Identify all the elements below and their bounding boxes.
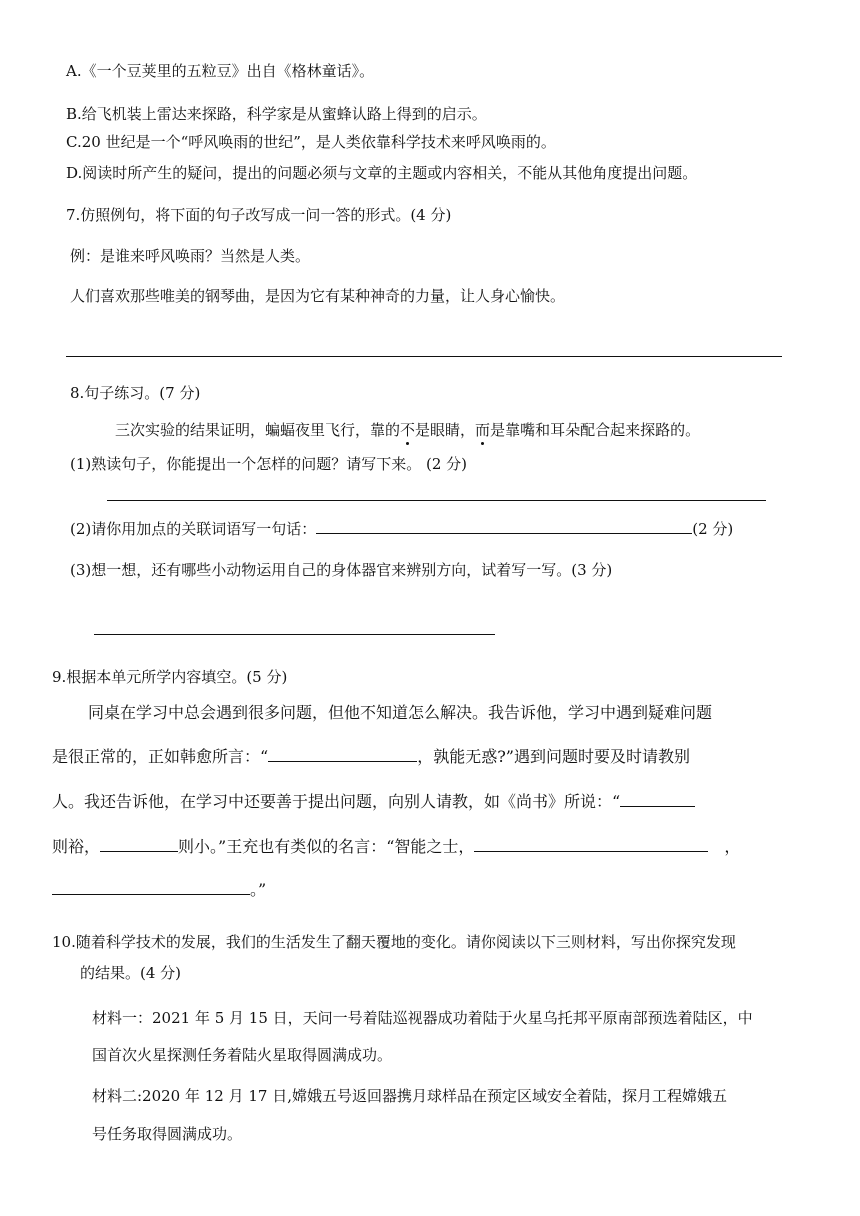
q9-line-2 bbox=[52, 747, 690, 767]
q9-line-4-a: 则裕， bbox=[52, 837, 101, 856]
q10-material-1-b: 国首次火星探测任务着陆火星取得圆满成功。 bbox=[92, 1046, 393, 1064]
q9-title: 9.根据本单元所学内容填空。(5 分) bbox=[52, 668, 288, 686]
q9-line-5 bbox=[52, 880, 266, 900]
q10-title-cont: 的结果。(4 分) bbox=[80, 964, 182, 982]
q9-blank-1[interactable] bbox=[268, 747, 417, 762]
q10-material-2-a: 材料二:2020 年 12 月 17 日,嫦娥五号返回器携月球样品在预定区域安全着陆，探月工程嫦娥五 bbox=[92, 1087, 728, 1105]
q9-line-3 bbox=[52, 792, 695, 812]
q9-line-2-a: 是很正常的，正如韩愈所言：“ bbox=[52, 747, 269, 766]
q9-line-1: 同桌在学习中总会遇到很多问题，但他不知道怎么解决。我告诉他，学习中遇到疑难问题 bbox=[88, 703, 713, 722]
q8-sub2 bbox=[70, 519, 733, 539]
q9-line-2-b: ，孰能无惑?”遇到问题时要及时请教别 bbox=[417, 747, 690, 766]
q8-sentence-part-b: 是眼睛， bbox=[415, 421, 476, 439]
q7-answer-line[interactable] bbox=[66, 356, 782, 357]
q8-dotted-word-1: 不 bbox=[400, 421, 416, 439]
q8-sub1-answer-line[interactable] bbox=[107, 500, 766, 501]
q7-sentence: 人们喜欢那些唯美的钢琴曲，是因为它有某种神奇的力量，让人身心愉快。 bbox=[70, 287, 566, 305]
q9-line-4-b: 则小。”王充也有类似的名言：“智能之士， bbox=[178, 837, 475, 856]
q8-sub3-answer-line[interactable] bbox=[94, 634, 495, 635]
q8-dotted-word-2: 而 bbox=[475, 421, 491, 439]
q6-option-a: A.《一个豆荚里的五粒豆》出自《格林童话》。 bbox=[66, 62, 375, 80]
q9-line-5-end: 。” bbox=[250, 880, 267, 899]
q7-example: 例：是谁来呼风唤雨？当然是人类。 bbox=[70, 247, 311, 265]
q8-sub2-score: (2 分) bbox=[692, 520, 734, 538]
q7-title: 7.仿照例句，将下面的句子改写成一问一答的形式。(4 分) bbox=[66, 206, 452, 224]
q9-blank-3[interactable] bbox=[100, 837, 178, 852]
q8-sentence-part-c: 是靠嘴和耳朵配合起来探路的。 bbox=[490, 421, 701, 439]
q9-blank-2[interactable] bbox=[620, 792, 695, 807]
q6-option-b: B.给飞机装上雷达来探路，科学家是从蜜蜂认路上得到的启示。 bbox=[66, 105, 487, 123]
q10-material-1-a: 材料一：2021 年 5 月 15 日，天问一号着陆巡视器成功着陆于火星乌托邦平原南部预选着陆区，中 bbox=[92, 1009, 753, 1027]
q6-option-d: D.阅读时所产生的疑问，提出的问题必须与文章的主题或内容相关，不能从其他角度提出问题。 bbox=[66, 164, 698, 182]
q10-title: 10.随着科学技术的发展，我们的生活发生了翻天覆地的变化。请你阅读以下三则材料，写出你探究发现 bbox=[52, 933, 736, 951]
q8-sub1: (1)熟读句子，你能提出一个怎样的问题？请写下来。 (2 分) bbox=[70, 455, 468, 473]
q8-sentence-part-a: 三次实验的结果证明，蝙蝠夜里飞行，靠的 bbox=[115, 421, 401, 439]
q8-sub3: (3)想一想，还有哪些小动物运用自己的身体器官来辨别方向，试着写一写。(3 分) bbox=[70, 561, 613, 579]
q8-sub2-blank[interactable] bbox=[316, 519, 692, 534]
q8-sub2-prompt: (2)请你用加点的关联词语写一句话： bbox=[70, 520, 317, 538]
q9-blank-5[interactable] bbox=[52, 880, 250, 895]
q8-sentence bbox=[115, 420, 700, 440]
q9-line-3-text: 人。我还告诉他，在学习中还要善于提出问题，向别人请教，如《尚书》所说：“ bbox=[52, 792, 621, 811]
q8-title: 8.句子练习。(7 分) bbox=[70, 384, 201, 402]
q9-blank-4[interactable] bbox=[474, 837, 708, 852]
q6-option-c: C.20 世纪是一个“呼风唤雨的世纪”，是人类依靠科学技术来呼风唤雨的。 bbox=[66, 133, 556, 151]
q9-line-4 bbox=[52, 837, 740, 857]
q10-material-2-b: 号任务取得圆满成功。 bbox=[92, 1125, 243, 1143]
q9-line-4-c: ， bbox=[724, 837, 741, 856]
